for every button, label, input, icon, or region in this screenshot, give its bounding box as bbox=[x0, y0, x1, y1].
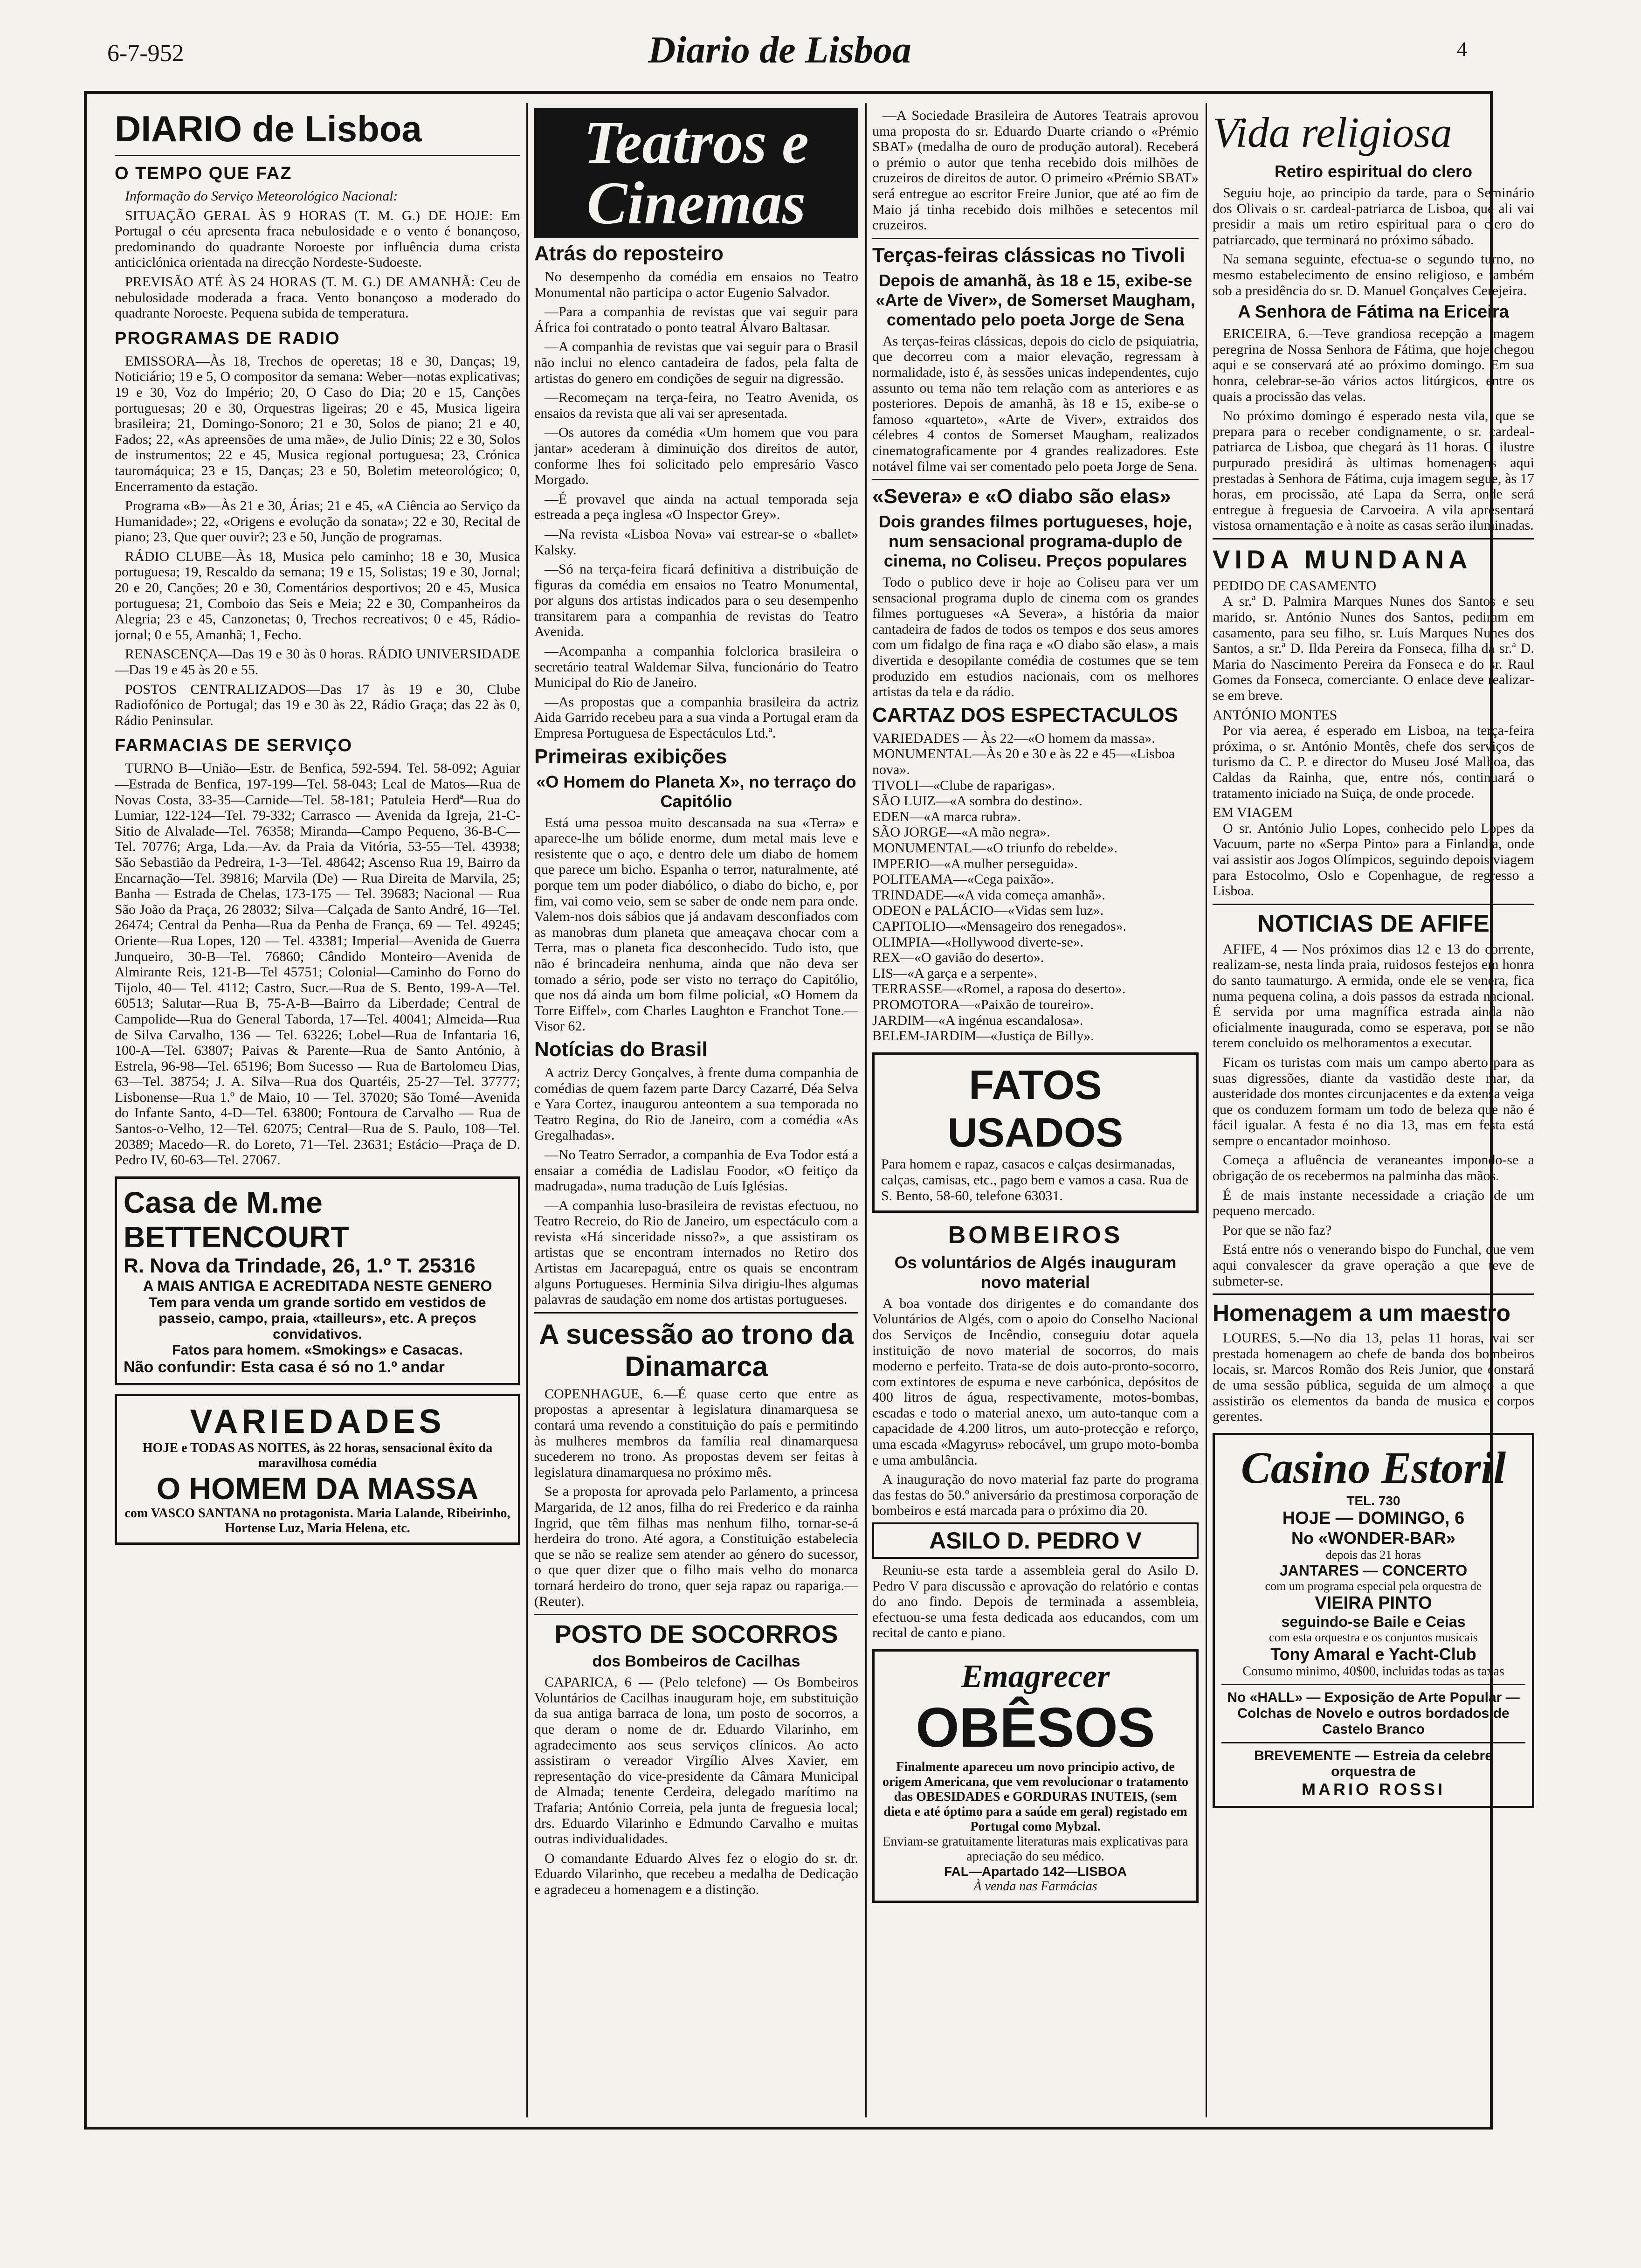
listings bbox=[872, 731, 1199, 1044]
divider bbox=[1213, 1293, 1534, 1295]
article-paragraph: —Os autores da comédia «Um homem que vou para jantar» acederam à diminuição dos direitos de autor, conforme lhes foi solicitado pelo empresário Vasco Morgado. bbox=[534, 425, 858, 488]
listing-item: TERRASSE—«Romel, a raposa do deserto». bbox=[872, 981, 1126, 997]
divider bbox=[872, 238, 1199, 239]
article-paragraph: —A companhia de revistas que vai seguir para o Brasil não inclui no elenco cantadeira de fados, pela falta de artistas do genero em condições de seguir na digressão. bbox=[534, 339, 858, 386]
article-paragraph: A actriz Dercy Gonçalves, à frente duma companhia de comédias de quem fazem parte Darcy Cazarré, Déa Selva e Yara Cortez, inaugurou anteontem a sua temporada no Teatro Regina, do Rio de Janeiro, com a comédia «As Gregalhadas». bbox=[534, 1065, 858, 1143]
article-paragraph: COPENHAGUE, 6.—É quase certo que entre as propostas a apresentar à legislatura dinamarquesa se contará uma revendo a constituição do país e permitindo às mulheres membros da família real dinamarquesa sucederem no trono. As propostas devem ser feitas à legislatura dinamarquesa no próximo mês. bbox=[534, 1386, 858, 1480]
radio-paragraph: Programa «B»—Às 21 e 30, Árias; 21 e 45, «A Ciência ao Serviço da Humanidade»; 22, «Origens e evolução da sonata»; 22 e 30, Recital de piano; 23, Que quer ouvir?; 23 e 50, Junção de programas. bbox=[115, 498, 520, 545]
listing-item: PROMOTORA—«Paixão de toureiro». bbox=[872, 996, 1094, 1012]
masthead-title: DIARIO de Lisboa bbox=[115, 108, 422, 149]
ad-text: Fatos para homem. «Smokings» e Casacas. bbox=[172, 1342, 463, 1358]
ad-text: HOJE — DOMINGO, 6 bbox=[1282, 1508, 1465, 1528]
article-paragraph: Começa a afluência de veraneantes impondo-se a obrigação de os recebermos na palminha das mãos. bbox=[1213, 1152, 1534, 1184]
article-paragraph: Se a proposta for aprovada pelo Parlamento, a princesa Margarida, de 12 anos, filha do rei Frederico e da rainha Ingrid, que têm filhas mas nenhum filho, tornar-se-á herdeira do trono. Até agora, a Constituição estabelecia que se não se realize sem atender ao género do sucessor, o que quer dizer que o filho mais velho do monarca tornará herdeiro do trono, quer seja rapaz ou rapariga.—(Reuter). bbox=[534, 1484, 858, 1609]
article-paragraph: O comandante Eduardo Alves fez o elogio do sr. dr. Eduardo Vilarinho, que recebeu a medalha de Dedicação e agradeceu a homenagem e a distinção. bbox=[534, 1850, 858, 1897]
ad-title: Casino Estoril bbox=[1241, 1442, 1506, 1493]
subheading: PEDIDO DE CASAMENTO bbox=[1213, 578, 1377, 594]
section-banner: Teatros e Cinemas bbox=[534, 108, 858, 238]
divider bbox=[1213, 538, 1534, 539]
article-paragraph: Por que se não faz? bbox=[1223, 1222, 1332, 1238]
listing-item: TIVOLI—«Clube de raparigas». bbox=[872, 777, 1055, 793]
pharmacies-paragraph: TURNO B—União—Estr. de Benfica, 592-594. Tel. 58-092; Aguiar—Estrada de Benfica, 197-199—Tel. 58-043; Leal de Matos—Rua de Novas Costa, 33-35—Carnide—Tel. 58-181; Patuleia Herdª—Rua do Lumiar, 122-124—Tel. 79-332; Carrasco — Avenida da Igreja, 21-C-Sitio de Alvalade—Tel. 76358; Miranda—Campo Pequeno, 36-B-C—Tel. 70776; Arga, Lda.—Av. da Praia da Vitória, 53-55—Tel. 43938; São Sebastião da Pedreira, 1-3—Tel. 48642; Ascenso Rua 19, Bairro da Encarnação—Tel. 39816; Marvila (De) — Rua Direita de Marvila, 25; Banha — Estrada de Chelas, 173-175 — Tel. 39683; Nacional — Rua São João da Praça, 26 28032; Silva—Calçada de Santo André, 16—Tel. 26474; Central da Penha—Rua da Penha de França, 69 — Tel. 49245; Oriente—Rua Lopes, 120 — Tel. 43381; Imperial—Avenida de Guerra Junqueiro, 30-B—Tel. 76860; Cândido Monteiro—Avenida de Almirante Reis, 121-B—Tel 45751; Colonial—Caminho do Forno do Tijolo, 40— Tel. 4112; Castro, Sucr.—Rua de S. Bento, 199-A—Tel. 60513; Salutar—Rua B, 75-A-B—Bairro da Liberdade; Central de Campolide—Rua do General Taborda, 17—Tel. 40041; Almeida—Rua de Silva Carvalho, 136 — Tel. 63226; Lobel—Rua de Infantaria 16, 100-A—Tel. 63807; Paivas & Parente—Rua de Santo António, à Estrela, 96-98—Tel. 65196; Bom Sucesso — Rua de Bartolomeu Dias, 63—Tel. 38754; J. A. Silva—Rua dos Quartéis, 25-27—Tel. 37777; Lisbonense—Rua 1.º de Maio, 10 — Tel. 37020; São Tomé—Avenida do Infante Santo, 4-D—Tel. 63800; Fontoura de Carvalho — Rua de Santos-o-Velho, 12—Tel. 62075; Central—Rua de S. Paulo, 108—Tel. 20389; Macedo—R. do Loreto, 71—Tel. 23631; Estácio—Praça de D. Pedro IV, 60-63—Tel. 27067. bbox=[115, 761, 520, 1168]
radio-paragraph: RENASCENÇA—Das 19 e 30 às 0 horas. RÁDIO UNIVERSIDADE—Das 19 e 45 às 20 e 55. bbox=[115, 646, 520, 678]
column-2 bbox=[534, 108, 858, 2113]
page-frame bbox=[84, 91, 1534, 2130]
ad-phone: TEL. 730 bbox=[1346, 1493, 1400, 1508]
page-masthead: Diario de Lisboa bbox=[648, 28, 911, 71]
ad-title: FATOS USADOS bbox=[947, 1061, 1124, 1155]
ad-text: Tem para venda um grande sortido em vestidos de passeio, campo, praia, «tailleurs», etc. A preços convidativos. bbox=[149, 1294, 486, 1342]
article-paragraph: Todo o publico deve ir hoje ao Coliseu para ver um sensacional programa duplo de cinema com os grandes filmes portugueses «A Severa», a história da maior cantadeira de fados de todos os tempos e dos seus amores com um fidalgo de fina raça e «O diabo são elas», a mais divertida e desopilante comédia de costumes que se tem produzido em estudios nacionais, com os melhores artistas da tela e da rádio. bbox=[872, 574, 1199, 700]
listing-item: VARIEDADES — Às 22—«O homem da massa». bbox=[872, 730, 1155, 746]
article-paragraph: Está entre nós o venerando bispo do Funchal, que vem aqui convalescer da grave operação a que teve de submeter-se. bbox=[1213, 1242, 1534, 1289]
headline: Atrás do reposteiro bbox=[534, 242, 724, 265]
article-paragraph: AFIFE, 4 — Nos próximos dias 12 e 13 do corrente, realizam-se, nesta linda praia, ruidosos festejos em honra do santo taumaturgo. A ermida, onde ele se venera, fica numa pequena colina, a dois passos da estrada nacional. É servida por uma magnífica estrada ainda não oficialmente inaugurada, como se esperava, por se não terem concluido os melhoramentos a executar. bbox=[1213, 941, 1534, 1051]
radio-paragraph: EMISSORA—Às 18, Trechos de operetas; 18 e 30, Danças; 19, Noticiário; 19 e 5, O compositor da semana: Weber—notas explicativas; 19 e 30, Voz do Império; 20, O Caso do Dia; 20 e 15, Canções portuguesas; 20 e 30, Orquestras ligeiras; 20 e 45, Musica ligeira brasileira; 21, Domingo-Sonoro; 21 e 30, Solos de piano; 21 e 40, Fados; 22, «As apreensões de uma mãe», de Julio Dinis; 22 e 30, Solos de instrumentos; 22 e 45, Musica regional portuguesa; 23, Crónica tauromáquica; 23 e 15, Danças; 23 e 50, Boletim meteorológico; 0, Encerramento da estação. bbox=[115, 353, 520, 494]
divider bbox=[1213, 904, 1534, 905]
ad-theatre: VARIEDADES bbox=[190, 1403, 445, 1440]
listing-item: CAPITOLIO—«Mensageiro dos renegados». bbox=[872, 918, 1127, 934]
ad-text: JANTARES — CONCERTO bbox=[1279, 1562, 1468, 1579]
article-paragraph: Por via aerea, é esperado em Lisboa, na terça-feira próxima, o sr. António Montês, chefe dos serviços de turismo da C. P. e director do Museu José Malhoa, das Caldas da Rainha, que, entre nós, continuará o tratamento iniciado na Suiça, de onde procede. bbox=[1213, 723, 1534, 801]
article-paragraph: O sr. António Julio Lopes, conhecido pelo Lopes da Vacuum, parte no «Serpa Pinto» para a Finlandia, onde vai assistir aos Jogos Olímpicos, seguindo depois viagem para Estocolmo, Oslo e Copenhague, de regresso a Lisboa. bbox=[1213, 820, 1534, 899]
ad-text: Consumo minimo, 40$00, incluidas todas as taxas bbox=[1242, 1664, 1504, 1679]
headline: «Severa» e «O diabo são elas» bbox=[872, 485, 1171, 508]
casino-estoril-ad bbox=[1213, 1433, 1534, 1808]
article-paragraph: —Na revista «Lisboa Nova» vai estrear-se o «ballet» Kalsky. bbox=[534, 526, 858, 558]
listing-item: EDEN—«A marca rubra». bbox=[872, 809, 1021, 824]
section-title: Vida religiosa bbox=[1213, 109, 1452, 156]
article-paragraph: É de mais instante necessidade a criação de um pequeno mercado. bbox=[1213, 1187, 1534, 1219]
divider bbox=[534, 1312, 858, 1314]
listing-item: BELEM-JARDIM—«Justiça de Billy». bbox=[872, 1028, 1094, 1044]
article-paragraph: ERICEIRA, 6.—Teve grandiosa recepção a imagem peregrina de Nossa Senhora de Fátima, que hoje chegou aqui e se conservará até ao próximo domingo. Em sua honra, celebrar-se-ão vários actos litúrgicos, entre os quais a procissão das velas. bbox=[1213, 326, 1534, 404]
ad-text: No «HALL» — Exposição de Arte Popular — Colchas de Novelo e outros bordados de Castelo Branco bbox=[1227, 1689, 1520, 1737]
column-1 bbox=[115, 108, 520, 2113]
ad-text: MARIO ROSSI bbox=[1301, 1779, 1445, 1799]
listing-item: OLIMPIA—«Hollywood diverte-se». bbox=[872, 934, 1084, 950]
subheading: ANTÓNIO MONTES bbox=[1213, 707, 1338, 723]
page-date: 6-7-952 bbox=[107, 40, 184, 67]
divider bbox=[115, 155, 520, 156]
article-paragraph: Está uma pessoa muito descansada na sua «Terra» e aparece-lhe um bólide enorme, dum metal mais leve e resistente que o aço, e dentro dele um diabo de homem que parece um bicho. Espanha o terror, naturalmente, até porque tem um poder diabólico, o diabo do bicho, e, por fim, vai como veio, sem se saber de onde nem para onde. Valem-nos dois sábios que já andavam desconfiados com as manobras dum planeta que ameaçava chocar com a Terra, mas o planeta fica desconhecido. Tudo isto, que não é brincadeira nenhuma, ainda que não deva ser tomado a sério, pode ser visto no terraço do Capitólio, que nos dá ainda um bom filme policial, «O Homem da Torre Eiffel», com Charles Laughton e Franchot Tone.— Visor 62. bbox=[534, 815, 858, 1034]
ad-address: R. Nova da Trindade, 26, 1.º T. 25316 bbox=[124, 1254, 476, 1277]
ad-text: BREVEMENTE — Estreia da celebre orquestra de bbox=[1254, 1748, 1493, 1779]
ad-text: depois das 21 horas bbox=[1325, 1548, 1421, 1562]
ad-text: com esta orquestra e os conjuntos musicais bbox=[1269, 1630, 1478, 1644]
bettencourt-ad bbox=[115, 1176, 520, 1385]
headline: NOTICIAS DE AFIFE bbox=[1257, 910, 1489, 937]
ad-text: VIEIRA PINTO bbox=[1315, 1593, 1432, 1613]
headline: POSTO DE SOCORROS bbox=[554, 1620, 838, 1649]
divider bbox=[534, 1614, 858, 1615]
ad-note: À venda nas Farmácias bbox=[973, 1879, 1097, 1894]
radio-paragraph: POSTOS CENTRALIZADOS—Das 17 às 19 e 30, Clube Radiofónico de Portugal; das 19 e 30 às 22, Rádio Graça; das 22 às 0, Rádio Peninsular. bbox=[115, 681, 520, 728]
headline: CARTAZ DOS ESPECTACULOS bbox=[872, 703, 1178, 726]
ad-text: com um programa especial pela orquestra de bbox=[1265, 1579, 1482, 1593]
headline: A sucessão ao trono da Dinamarca bbox=[539, 1318, 854, 1382]
listing-item: REX—«O gavião do deserto». bbox=[872, 950, 1044, 966]
listing-item: IMPERIO—«A mulher perseguida». bbox=[872, 856, 1078, 871]
subheading: EM VIAGEM bbox=[1213, 805, 1293, 821]
radio-title: PROGRAMAS DE RADIO bbox=[115, 328, 340, 348]
column-3 bbox=[872, 108, 1199, 2113]
article-paragraph: —Acompanha a companhia folclorica brasileira o secretário teatral Waldemar Silva, funcionário do Teatro Municipal do Rio de Janeiro. bbox=[534, 643, 858, 691]
radio-paragraph: RÁDIO CLUBE—Às 18, Musica pelo caminho; 18 e 30, Musica portuguesa; 19, Rescaldo da semana; 19 e 15, Solistas; 19 e 30, Jornal; 20 e 20, Canções; 20 e 30, Comentários desportivos; 20 e 45, Musica portuguesa; 21, Comboio das Seis e Meia; 22 e 30, Companheiros da Alegria; 23 e 45, Canzonetas; 0, Trechos recreativos; 0 e 45, Rádio-jornal; 0 e 55, Amanhã; 1, Fecho. bbox=[115, 548, 520, 643]
ad-title: OBÊSOS bbox=[916, 1696, 1155, 1759]
weather-title: O TEMPO QUE FAZ bbox=[115, 164, 292, 183]
article-paragraph: —A companhia luso-brasileira de revistas efectuou, no Teatro Recreio, do Rio de Janeiro, um espectáculo com a revista «Há sinceridade nisso?», a que assistiram os artistas que se encontram internados no Retiro dos Artistas em Jacarepaguá, entre os quais se encontram alguns Portugueses. Herminia Silva dirigiu-lhes algumas palavras de saudação em nome dos artistas portugueses. bbox=[534, 1197, 858, 1307]
subheadline: dos Bombeiros de Cacilhas bbox=[592, 1653, 800, 1671]
listing-item: LIS—«A garça e a serpente». bbox=[872, 965, 1038, 981]
listing-item: TRINDADE—«A vida começa amanhã». bbox=[872, 887, 1105, 903]
article-paragraph: A boa vontade dos dirigentes e do comandante dos Voluntários de Algés, com o apoio do Conselho Nacional dos Serviços de Incêndio, conseguiu dotar aquela instituição de novo material de socorros, do mais moderno e perfeito. Trata-se de dois auto-pronto-socorro, com extintores de espuma e neve carbónica, depósitos de 400 litros de água, respectivamente, motos-bombas, escadas e todo o material anexo, um auto-tanque com a capacidade de 4.200 litros, um auto-protecção e reforço, uma escada «Magyrus» rebocável, um grupo moto-bomba e uma ambulância. bbox=[872, 1295, 1199, 1468]
listing-item: JARDIM—«A ingénua escandalosa». bbox=[872, 1012, 1083, 1028]
ad-cast: com VASCO SANTANA no protagonista. Maria Lalande, Ribeirinho, Hortense Luz, Maria Helena, etc. bbox=[124, 1506, 510, 1535]
ad-text: seguindo-se Baile e Ceias bbox=[1281, 1613, 1466, 1630]
column-4 bbox=[1213, 108, 1534, 2113]
variedades-ad bbox=[115, 1394, 520, 1545]
subheadline: Dois grandes filmes portugueses, hoje, num sensacional programa-duplo de cinema, no Coliseu. Preços populares bbox=[878, 512, 1193, 571]
article-paragraph: Seguiu hoje, ao principio da tarde, para o Seminário dos Olivais o sr. cardeal-patriarca de Lisboa, que ali vai presidir a mais um retiro espiritual para o clero do patriarcado, que terminará no próximo sábado. bbox=[1213, 185, 1534, 248]
pharmacies-title: FARMACIAS DE SERVIÇO bbox=[115, 736, 353, 756]
listing-item: SÃO LUIZ—«A sombra do destino». bbox=[872, 793, 1083, 809]
column-divider bbox=[1206, 103, 1207, 2117]
ad-text: HOJE e TODAS AS NOITES, às 22 horas, sensacional êxito da maravilhosa comédia bbox=[142, 1440, 493, 1470]
ad-text: Tony Amaral e Yacht-Club bbox=[1270, 1644, 1476, 1664]
ad-script: Emagrecer bbox=[961, 1659, 1110, 1694]
article-paragraph: —Só na terça-feira ficará definitiva a distribuição de figuras da comédia em ensaios no Teatro Monumental, por alguns dos artistas indicados para o seu desempenho transitarem para a companhia de revistas do Teatro Avenida. bbox=[534, 561, 858, 640]
ad-name: Casa de M.me BETTENCOURT bbox=[124, 1185, 349, 1254]
ad-text: No «WONDER-BAR» bbox=[1291, 1528, 1455, 1548]
headline: Retiro espiritual do clero bbox=[1274, 162, 1473, 181]
ad-text: Finalmente apareceu um novo principio activo, de origem Americana, que vem revolucionar o tratamento das OBESIDADES e GORDURAS INUTEIS, (sem dieta e até óptimo para a saúde em geral) registado em Portugal como Mybzal. bbox=[882, 1760, 1189, 1834]
article-paragraph: Ficam os turistas com mais um campo aberto para as suas digressões, diante da vastidão deste mar, da austeridade dos montes circunjacentes e da extensa veiga que os conduzem formam um todo de beleza que não é fácil igualar. A festa é no dia 13, mas em festa está sempre o encantador moinhoso. bbox=[1213, 1054, 1534, 1148]
weather-paragraph: SITUAÇÃO GERAL ÀS 9 HORAS (T. M. G.) DE HOJE: Em Portugal o céu apresenta fraca nebulosidade e o vento é bonançoso, predominando do quadrante Noroeste por influência duma crista anticiclónica orientada na direcção Nordeste-Sudoeste. bbox=[115, 207, 520, 270]
listing-item: POLITEAMA—«Cega paixão». bbox=[872, 871, 1054, 887]
article-paragraph: CAPARICA, 6 — (Pelo telefone) — Os Bombeiros Voluntários de Cacilhas inauguram hoje, em substituição da sua antiga barraca de lona, um posto de socorros, a que deram o nome de dr. Eduardo Vilarinho, em agradecimento aos seus serviços clínicos. Ao acto assistiram o vereador Virgílio Alves Xavier, em representação do vice-presidente da Câmara Municipal de Almada; tenente Cerdeira, delegado marítimo na Trafaria; António Correia, pela junta de freguesia local; drs. Eduardo Vilarinho e Edmundo Carvalho e muitas outras individualidades. bbox=[534, 1674, 858, 1847]
article-paragraph: A sr.ª D. Palmira Marques Nunes dos Santos e seu marido, sr. António Nunes dos Santos, pediram em casamento, para seu filho, sr. Luís Marques Nunes dos Santos, a sr.ª D. Ilda Pereira da Fonseca, filha da sr.ª D. Maria do Nascimento Pereira da Fonseca e do sr. Raul Gomes da Fonseca, comerciante. O enlace deve realizar-se em breve. bbox=[1213, 594, 1534, 704]
ad-text: Para homem e rapaz, casacos e calças desirmanadas, calças, camisas, etc., pago bem e vamos a casa. Rua de S. Bento, 58-60, telefone 63031. bbox=[881, 1156, 1188, 1203]
divider bbox=[1221, 1684, 1525, 1685]
article-paragraph: No próximo domingo é esperado nesta vila, que se prepara para o receber condignamente, o sr. cardeal-patriarca de Lisboa, que chegará às 11 horas. O ilustre purpurado presidirá às ultimas homenagens aqui prestadas à Senhora de Fátima, cuja imagem segue, às 17 horas, em procissão, até Lapa da Serra, onde será entregue à freguesia de Carvoeira. A vila apresentará vistosa ornamentação e à noite as casas serão iluminadas. bbox=[1213, 408, 1534, 533]
headline: BOMBEIROS bbox=[948, 1221, 1123, 1249]
article-paragraph: —Para a companhia de revistas que vai seguir para África foi contratado o ponto teatral Álvaro Baltasar. bbox=[534, 304, 858, 335]
divider bbox=[1221, 1742, 1525, 1743]
weather-paragraph: PREVISÃO ATÉ ÀS 24 HORAS (T. M. G.) DE AMANHÃ: Ceu de nebulosidade moderada a fraca. Vento bonançoso a moderado do quadrante Noroeste. Pequena subida de temperatura. bbox=[115, 274, 520, 321]
subheadline: «O Homem do Planeta X», no terraço do Capitólio bbox=[536, 772, 856, 811]
article-paragraph: No desempenho da comédia em ensaios no Teatro Monumental não participa o actor Eugenio Salvador. bbox=[534, 269, 858, 300]
ad-text: Enviam-se gratuitamente literaturas mais explicativas para apreciação do seu médico. bbox=[883, 1834, 1188, 1864]
headline: Terças-feiras clássicas no Tivoli bbox=[872, 243, 1185, 267]
divider bbox=[872, 479, 1199, 480]
article-paragraph: —É provavel que ainda na actual temporada seja estreada a peça inglesa «O Inspector Grey». bbox=[534, 491, 858, 523]
article-paragraph: Na semana seguinte, efectua-se o segundo turno, no mesmo estabelecimento de ensino religioso, e também sob a presidência do sr. D. Manuel Gonçalves Cerejeira. bbox=[1213, 251, 1534, 298]
article-paragraph: —A Sociedade Brasileira de Autores Teatrais aprovou uma proposta do sr. Eduardo Duarte criando o «Prémio SBAT» (medalha de ouro de produção autoral). Receberá o prémio o autor que tenha recebido dois milhões de cruzeiros de direitos de autor. O primeiro «Prémio SBAT» será entregue ao escritor Freire Junior, que até ao fim de Maio já tinha recebido dois milhões e setecentos mil cruzeiros. bbox=[872, 108, 1199, 233]
listing-item: SÃO JORGE—«A mão negra». bbox=[872, 824, 1050, 840]
headline: VIDA MUNDANA bbox=[1213, 544, 1472, 574]
weather-intro: Informação do Serviço Meteorológico Nacional: bbox=[125, 188, 398, 204]
article-paragraph: —No Teatro Serrador, a companhia de Eva Todor está a ensaiar a comédia de Ladislau Foodor, «O feitiço da madrugada», numa tradução de Luís Iglésias. bbox=[534, 1147, 858, 1194]
ad-show-title: O HOMEM DA MASSA bbox=[156, 1471, 479, 1506]
headline: A Senhora de Fátima na Ericeira bbox=[1238, 302, 1509, 322]
headline: Primeiras exibições bbox=[534, 745, 727, 768]
subheadline: Depois de amanhã, às 18 e 15, exibe-se «Arte de Viver», de Somerset Maugham, comentado pelo poeta Jorge de Sena bbox=[876, 270, 1195, 329]
obesos-ad bbox=[872, 1649, 1199, 1903]
fatos-usados-ad bbox=[872, 1052, 1199, 1213]
column-divider bbox=[865, 103, 867, 2117]
subheadline: Os voluntários de Algés inauguram novo material bbox=[894, 1252, 1177, 1292]
article-paragraph: As terças-feiras clássicas, depois do ciclo de psiquiatria, que decorreu com a maior elevação, regressam à normalidade, isto é, às sessões unicas independentes, cujo assunto ou tema não tem relação com as anteriores e as posteriores. Depois de amanhã, às 18 e 15, exibe-se o famoso «quarteto», «Arte de Viver», extraidos dos célebres 4 contos de Somerset Maugham, realizados cinematograficamente por 4 grandes realizadores. Este notável filme vai ser comentado pelo poeta Jorge de Sena. bbox=[872, 333, 1199, 474]
article-paragraph: LOURES, 5.—No dia 13, pelas 11 horas, vai ser prestada homenagem ao chefe de banda dos bombeiros locais, sr. Marcos Romão dos Reis Junior, que constará de uma sessão pública, seguida de um almoço a que assistirão os elementos da banda de musica e corpos gerentes. bbox=[1213, 1330, 1534, 1424]
article-paragraph: —As propostas que a companhia brasileira da actriz Aida Garrido recebeu para a sua vinda a Portugal eram da Empresa Portuguesa de Espectáculos Ltd.ª. bbox=[534, 694, 858, 741]
article-paragraph: —Recomeçam na terça-feira, no Teatro Avenida, os ensaios da revista que ali vai ser apresentada. bbox=[534, 390, 858, 421]
listing-item: ODEON e PALÁCIO—«Vidas sem luz». bbox=[872, 903, 1104, 919]
column-divider bbox=[526, 103, 528, 2117]
headline: Notícias do Brasil bbox=[534, 1037, 708, 1061]
article-paragraph: Reuniu-se esta tarde a assembleia geral do Asilo D. Pedro V para discussão e aprovação do relatório e contas do ano findo. Depois de terminada a assembleia, efectuou-se uma festa dedicada aos educandos, com um recital de canto e piano. bbox=[872, 1563, 1199, 1641]
ad-tagline: A MAIS ANTIGA E ACREDITADA NESTE GENERO bbox=[143, 1277, 492, 1294]
article-paragraph: A inauguração do novo material faz parte do programa das festas do 50.º aniversário da prestimosa corporação de bombeiros e está marcada para o próximo dia 20. bbox=[872, 1472, 1199, 1519]
headline: Homenagem a um maestro bbox=[1213, 1300, 1511, 1327]
ad-address: FAL—Apartado 142—LISBOA bbox=[944, 1864, 1127, 1879]
ad-note: Não confundir: Esta casa é só no 1.º andar bbox=[124, 1358, 445, 1376]
listing-item: MONUMENTAL—Às 20 e 30 e às 22 e 45—«Lisboa nova». bbox=[872, 746, 1175, 778]
page-number: 4 bbox=[1457, 38, 1467, 61]
headline: ASILO D. PEDRO V bbox=[872, 1522, 1199, 1559]
listing-item: MONUMENTAL—«O triunfo do rebelde». bbox=[872, 840, 1117, 856]
